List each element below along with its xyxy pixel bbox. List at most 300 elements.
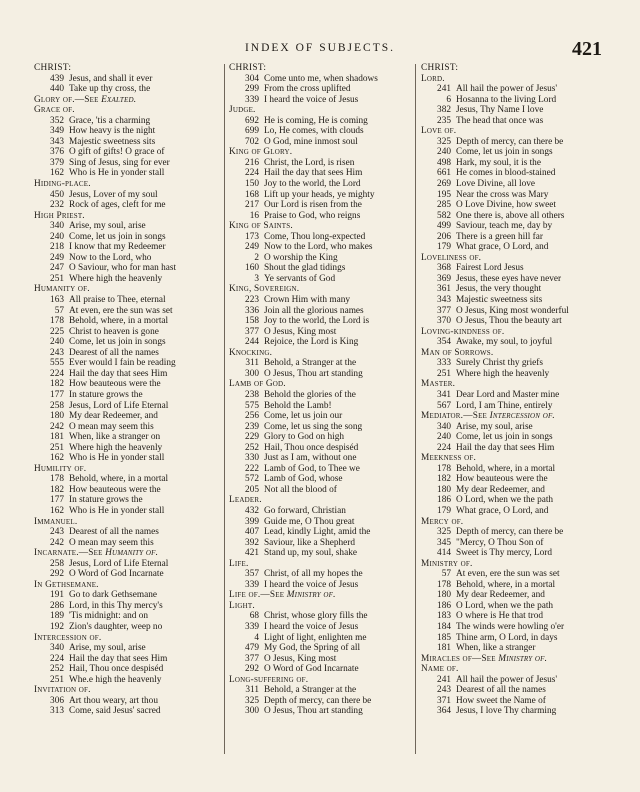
hymn-number: 178 bbox=[50, 316, 64, 327]
hymn-number: 224 bbox=[245, 168, 259, 179]
hymn-number: 181 bbox=[50, 432, 64, 443]
hymn-entry bbox=[34, 654, 226, 665]
hymn-number: 311 bbox=[245, 685, 259, 696]
hymn-number: 3 bbox=[254, 273, 259, 284]
hymn-number: 340 bbox=[437, 421, 451, 432]
hymn-first-line: Surely Christ thy griefs bbox=[456, 358, 544, 369]
hymn-number: 300 bbox=[245, 706, 259, 717]
hymn-number: 192 bbox=[50, 621, 64, 632]
hymn-number: 182 bbox=[50, 484, 64, 495]
hymn-first-line: Saviour, like a Shepherd bbox=[264, 537, 356, 548]
hymn-entry bbox=[421, 147, 613, 158]
hymn-first-line: Depth of mercy, can there be bbox=[264, 695, 372, 706]
hymn-entry bbox=[421, 358, 613, 369]
hymn-number: 306 bbox=[50, 695, 64, 706]
cross-reference-target: Exalted. bbox=[101, 94, 137, 105]
hymn-first-line: O Jesus, King most bbox=[264, 653, 337, 664]
hymn-entry bbox=[34, 411, 226, 422]
hymn-first-line: Behold, where, in a mortal bbox=[69, 316, 169, 327]
hymn-number: 180 bbox=[437, 590, 451, 601]
hymn-number: 162 bbox=[50, 168, 64, 179]
hymn-first-line: The winds were howling o'er bbox=[456, 621, 565, 632]
hymn-entry bbox=[421, 390, 613, 401]
hymn-number: 379 bbox=[50, 157, 64, 168]
hymn-first-line: Lord, in this Thy mercy's bbox=[69, 600, 163, 611]
hymn-entry bbox=[34, 696, 226, 707]
hymn-number: 186 bbox=[437, 495, 451, 506]
hymn-first-line: Rejoice, the Lord is King bbox=[264, 337, 359, 348]
hymn-number: 339 bbox=[245, 621, 259, 632]
subject-heading: King of Glory. bbox=[229, 147, 293, 158]
hymn-first-line: O Jesus, King most wonderful bbox=[456, 305, 569, 316]
subject-heading: Lord. bbox=[421, 73, 445, 84]
hymn-entry bbox=[421, 432, 613, 443]
hymn-entry bbox=[229, 168, 421, 179]
hymn-number: 206 bbox=[437, 231, 451, 242]
hymn-entry bbox=[421, 422, 613, 433]
hymn-entry bbox=[34, 358, 226, 369]
hymn-number: 252 bbox=[50, 664, 64, 675]
hymn-number: 251 bbox=[437, 368, 451, 379]
hymn-number: 181 bbox=[437, 643, 451, 654]
hymn-entry bbox=[34, 379, 226, 390]
hymn-entry bbox=[34, 495, 226, 506]
hymn-number: 57 bbox=[441, 569, 451, 580]
hymn-number: 340 bbox=[50, 643, 64, 654]
hymn-first-line: How beauteous were the bbox=[69, 379, 161, 390]
hymn-first-line: I heard the voice of Jesus bbox=[264, 579, 359, 590]
hymn-number: 300 bbox=[245, 368, 259, 379]
hymn-entry bbox=[421, 295, 613, 306]
hymn-first-line: Now to the Lord, who bbox=[69, 252, 152, 263]
hymn-first-line: Who is He in yonder stall bbox=[69, 168, 165, 179]
hymn-entry bbox=[229, 432, 421, 443]
cross-reference-target: Intercession of. bbox=[489, 411, 555, 422]
hymn-first-line: My God, the Spring of all bbox=[264, 643, 361, 654]
hymn-entry bbox=[34, 706, 226, 717]
hymn-entry bbox=[34, 675, 226, 686]
hymn-entry bbox=[229, 548, 421, 559]
hymn-first-line: Saviour, teach me, day by bbox=[456, 221, 553, 232]
page-number: 421 bbox=[572, 38, 602, 60]
hymn-number: 186 bbox=[437, 600, 451, 611]
hymn-first-line: O Jesus, Thou the beauty art bbox=[456, 316, 562, 327]
hymn-first-line: I heard the voice of Jesus bbox=[264, 94, 359, 105]
hymn-entry bbox=[421, 84, 613, 95]
hymn-entry bbox=[229, 422, 421, 433]
hymn-first-line: Joy to the world, the Lord bbox=[264, 179, 361, 190]
hymn-first-line: Hail, Thou once despiséd bbox=[69, 664, 164, 675]
hymn-entry bbox=[34, 506, 226, 517]
hymn-first-line: O Jesus, Thou art standing bbox=[264, 706, 363, 717]
hymn-entry bbox=[34, 274, 226, 285]
hymn-first-line: Shout the glad tidings bbox=[264, 263, 346, 274]
hymn-number: 325 bbox=[437, 527, 451, 538]
hymn-entry bbox=[34, 221, 226, 232]
hymn-number: 6 bbox=[446, 94, 451, 105]
hymn-number: 498 bbox=[437, 157, 451, 168]
hymn-first-line: Awake, my soul, to joyful bbox=[456, 337, 553, 348]
subject-heading: Man of Sorrows. bbox=[421, 347, 494, 358]
hymn-entry bbox=[34, 84, 226, 95]
hymn-entry bbox=[421, 316, 613, 327]
hymn-entry bbox=[229, 116, 421, 127]
hymn-entry bbox=[229, 643, 421, 654]
hymn-first-line: Behold the Lamb! bbox=[264, 400, 332, 411]
hymn-number: 158 bbox=[245, 316, 259, 327]
hymn-first-line: Lead, kindly Light, amid the bbox=[264, 527, 371, 538]
hymn-first-line: Grace, 'tis a charming bbox=[69, 115, 151, 126]
hymn-first-line: Our Lord is risen from the bbox=[264, 200, 362, 211]
hymn-first-line: Christ, whose glory fills the bbox=[264, 611, 368, 622]
hymn-entry bbox=[229, 580, 421, 591]
hymn-number: 162 bbox=[50, 453, 64, 464]
hymn-number: 311 bbox=[245, 358, 259, 369]
hymn-first-line: Rock of ages, cleft for me bbox=[69, 200, 166, 211]
hymn-number: 343 bbox=[50, 136, 64, 147]
hymn-entry bbox=[229, 654, 421, 665]
hymn-first-line: Praise to God, who reigns bbox=[264, 210, 361, 221]
hymn-number: 269 bbox=[437, 179, 451, 190]
hymn-first-line: Whe.e high the heavenly bbox=[69, 674, 162, 685]
hymn-entry bbox=[421, 495, 613, 506]
hymn-number: 180 bbox=[50, 411, 64, 422]
hymn-entry bbox=[34, 664, 226, 675]
hymn-entry bbox=[229, 337, 421, 348]
hymn-entry bbox=[34, 611, 226, 622]
hymn-first-line: Come, let us join in songs bbox=[69, 231, 166, 242]
hymn-number: 370 bbox=[437, 316, 451, 327]
hymn-first-line: Glory to God on high bbox=[264, 432, 345, 443]
hymn-first-line: Hail the day that sees Him bbox=[264, 168, 363, 179]
hymn-first-line: Majestic sweetness sits bbox=[456, 295, 543, 306]
hymn-entry bbox=[421, 337, 613, 348]
hymn-entry bbox=[34, 337, 226, 348]
hymn-entry bbox=[421, 464, 613, 475]
cross-reference-target: Humanity of. bbox=[105, 548, 159, 559]
hymn-first-line: From the cross uplifted bbox=[264, 84, 351, 95]
hymn-entry bbox=[421, 158, 613, 169]
hymn-number: 555 bbox=[50, 358, 64, 369]
hymn-number: 251 bbox=[50, 674, 64, 685]
hymn-entry bbox=[229, 274, 421, 285]
hymn-first-line: One there is, above all others bbox=[456, 210, 565, 221]
hymn-first-line: Stand up, my soul, shake bbox=[264, 548, 357, 559]
hymn-first-line: What grace, O Lord, and bbox=[456, 242, 549, 253]
hymn-number: 256 bbox=[245, 411, 259, 422]
hymn-number: 292 bbox=[50, 569, 64, 580]
hymn-first-line: Arise, my soul, arise bbox=[69, 643, 146, 654]
hymn-entry bbox=[421, 200, 613, 211]
hymn-number: 177 bbox=[50, 495, 64, 506]
hymn-number: 2 bbox=[254, 252, 259, 263]
hymn-entry bbox=[34, 538, 226, 549]
index-column-1 bbox=[34, 63, 226, 717]
hymn-first-line: I know that my Redeemer bbox=[69, 242, 166, 253]
hymn-first-line: My dear Redeemer, and bbox=[69, 411, 158, 422]
hymn-entry bbox=[34, 485, 226, 496]
hymn-entry bbox=[421, 168, 613, 179]
hymn-number: 354 bbox=[437, 337, 451, 348]
hymn-entry bbox=[229, 527, 421, 538]
hymn-number: 382 bbox=[437, 105, 451, 116]
hymn-first-line: Behold, where, in a mortal bbox=[69, 474, 169, 485]
hymn-number: 16 bbox=[249, 210, 259, 221]
hymn-first-line: Come, let us sing the song bbox=[264, 421, 363, 432]
hymn-entry bbox=[421, 211, 613, 222]
hymn-first-line: My dear Redeemer, and bbox=[456, 484, 545, 495]
hymn-first-line: Lamb of God, to Thee we bbox=[264, 463, 360, 474]
hymn-first-line: Jesus, Lord of Life Eternal bbox=[69, 558, 169, 569]
hymn-number: 240 bbox=[50, 231, 64, 242]
hymn-entry bbox=[229, 242, 421, 253]
hymn-number: 235 bbox=[437, 115, 451, 126]
hymn-number: 224 bbox=[50, 368, 64, 379]
hymn-first-line: Just as I am, without one bbox=[264, 453, 357, 464]
hymn-entry bbox=[229, 306, 421, 317]
hymn-first-line: How beauteous were the bbox=[456, 474, 548, 485]
hymn-first-line: Come, let us join in songs bbox=[69, 337, 166, 348]
hymn-number: 313 bbox=[50, 706, 64, 717]
hymn-first-line: Joy to the world, the Lord is bbox=[264, 316, 370, 327]
hymn-entry bbox=[34, 622, 226, 633]
hymn-number: 572 bbox=[245, 474, 259, 485]
section-heading: CHRIST: bbox=[34, 63, 72, 73]
hymn-entry bbox=[421, 232, 613, 243]
hymn-first-line: Arise, my soul, arise bbox=[69, 221, 146, 232]
hymn-number: 183 bbox=[437, 611, 451, 622]
hymn-number: 242 bbox=[50, 537, 64, 548]
hymn-first-line: O Saviour, who for man hast bbox=[69, 263, 177, 274]
hymn-entry bbox=[229, 685, 421, 696]
hymn-first-line: O Love Divine, how sweet bbox=[456, 200, 556, 211]
hymn-number: 182 bbox=[437, 474, 451, 485]
hymn-number: 251 bbox=[50, 273, 64, 284]
hymn-first-line: How sweet the Name of bbox=[456, 695, 546, 706]
hymn-entry bbox=[34, 316, 226, 327]
hymn-number: 179 bbox=[437, 505, 451, 516]
hymn-first-line: Jesus, and shall it ever bbox=[69, 73, 153, 84]
hymn-entry bbox=[34, 137, 226, 148]
hymn-first-line: I heard the voice of Jesus bbox=[264, 621, 359, 632]
hymn-entry bbox=[421, 401, 613, 412]
hymn-entry bbox=[421, 263, 613, 274]
hymn-number: 225 bbox=[50, 326, 64, 337]
hymn-number: 575 bbox=[245, 400, 259, 411]
subject-heading: Judge. bbox=[229, 105, 256, 116]
hymn-first-line: The head that once was bbox=[456, 115, 544, 126]
hymn-first-line: Hark, my soul, it is the bbox=[456, 157, 541, 168]
hymn-number: 180 bbox=[437, 484, 451, 495]
hymn-entry bbox=[229, 74, 421, 85]
hymn-number: 325 bbox=[245, 695, 259, 706]
hymn-entry bbox=[229, 358, 421, 369]
hymn-number: 343 bbox=[437, 295, 451, 306]
hymn-entry bbox=[229, 126, 421, 137]
hymn-number: 184 bbox=[437, 621, 451, 632]
hymn-entry bbox=[34, 200, 226, 211]
hymn-first-line: What grace, O Lord, and bbox=[456, 505, 549, 516]
hymn-first-line: Guide me, O Thou great bbox=[264, 516, 355, 527]
hymn-first-line: Where high the heavenly bbox=[456, 368, 550, 379]
subject-heading: Grace of. bbox=[34, 105, 75, 116]
hymn-number: 168 bbox=[245, 189, 259, 200]
cross-reference-label: Glory of.—See bbox=[34, 94, 102, 105]
hymn-entry bbox=[34, 369, 226, 380]
hymn-entry bbox=[34, 253, 226, 264]
hymn-number: 247 bbox=[50, 263, 64, 274]
hymn-entry bbox=[229, 369, 421, 380]
subject-heading: Long-suffering of. bbox=[229, 674, 309, 685]
hymn-number: 182 bbox=[50, 379, 64, 390]
hymn-entry bbox=[229, 622, 421, 633]
hymn-number: 364 bbox=[437, 706, 451, 717]
hymn-number: 57 bbox=[54, 305, 64, 316]
hymn-first-line: Hail the day that sees Him bbox=[69, 368, 168, 379]
hymn-number: 173 bbox=[245, 231, 259, 242]
hymn-first-line: O God, mine inmost soul bbox=[264, 136, 358, 147]
hymn-first-line: Behold, a Stranger at the bbox=[264, 685, 357, 696]
hymn-first-line: Jesus, I love Thy charming bbox=[456, 706, 557, 717]
hymn-number: 292 bbox=[245, 664, 259, 675]
hymn-first-line: How beauteous were the bbox=[69, 484, 161, 495]
subject-heading: Meekness of. bbox=[421, 453, 476, 464]
hymn-number: 439 bbox=[50, 73, 64, 84]
hymn-first-line: Sing of Jesus, sing for ever bbox=[69, 157, 170, 168]
hymn-number: 242 bbox=[50, 421, 64, 432]
hymn-number: 252 bbox=[245, 442, 259, 453]
hymn-entry bbox=[421, 580, 613, 591]
hymn-number: 499 bbox=[437, 221, 451, 232]
hymn-first-line: Come, Thou long-expected bbox=[264, 231, 366, 242]
hymn-entry bbox=[34, 116, 226, 127]
index-column-2 bbox=[229, 63, 421, 717]
hymn-first-line: Dearest of all the names bbox=[456, 685, 546, 696]
subject-heading: Light. bbox=[229, 600, 255, 611]
hymn-entry bbox=[229, 401, 421, 412]
hymn-number: 299 bbox=[245, 84, 259, 95]
hymn-number: 68 bbox=[249, 611, 259, 622]
hymn-entry bbox=[34, 453, 226, 464]
hymn-first-line: How heavy is the night bbox=[69, 126, 156, 137]
cross-reference bbox=[421, 411, 613, 422]
hymn-number: 178 bbox=[437, 579, 451, 590]
hymn-first-line: "Mercy, O Thou Son of bbox=[456, 537, 544, 548]
hymn-first-line: All praise to Thee, eternal bbox=[69, 295, 166, 306]
hymn-entry bbox=[421, 369, 613, 380]
hymn-number: 217 bbox=[245, 200, 259, 211]
hymn-entry bbox=[229, 253, 421, 264]
hymn-first-line: Hail, Thou once despiséd bbox=[264, 442, 359, 453]
hymn-entry bbox=[229, 137, 421, 148]
hymn-entry bbox=[34, 601, 226, 612]
hymn-number: 243 bbox=[50, 527, 64, 538]
hymn-number: 249 bbox=[50, 252, 64, 263]
section-heading: CHRIST: bbox=[421, 63, 459, 73]
hymn-number: 205 bbox=[245, 484, 259, 495]
hymn-entry bbox=[34, 232, 226, 243]
hymn-entry bbox=[229, 411, 421, 422]
hymn-entry bbox=[229, 485, 421, 496]
hymn-first-line: Behold the glories of the bbox=[264, 389, 356, 400]
hymn-number: 195 bbox=[437, 189, 451, 200]
hymn-number: 368 bbox=[437, 263, 451, 274]
subject-heading: Intercession of. bbox=[34, 632, 102, 643]
hymn-number: 421 bbox=[245, 548, 259, 559]
hymn-entry bbox=[421, 274, 613, 285]
hymn-first-line: Thine arm, O Lord, in days bbox=[456, 632, 558, 643]
hymn-first-line: Jesus, Thy Name I love bbox=[456, 105, 544, 116]
hymn-entry bbox=[421, 95, 613, 106]
hymn-number: 251 bbox=[50, 442, 64, 453]
hymn-number: 222 bbox=[245, 463, 259, 474]
subject-heading: Love of. bbox=[421, 126, 457, 137]
hymn-first-line: Come, let us join in songs bbox=[456, 147, 553, 158]
hymn-entry bbox=[421, 485, 613, 496]
hymn-entry bbox=[421, 590, 613, 601]
hymn-entry bbox=[229, 179, 421, 190]
hymn-first-line: All hail the power of Jesus' bbox=[456, 84, 558, 95]
hymn-first-line: Behold, where, in a mortal bbox=[456, 463, 556, 474]
hymn-entry bbox=[421, 506, 613, 517]
hymn-first-line: Fairest Lord Jesus bbox=[456, 263, 524, 274]
hymn-first-line: Art thou weary, art thou bbox=[69, 695, 158, 706]
hymn-number: 661 bbox=[437, 168, 451, 179]
hymn-first-line: At even, ere the sun was set bbox=[69, 305, 173, 316]
hymn-entry bbox=[229, 443, 421, 454]
hymn-first-line: Christ to heaven is gone bbox=[69, 326, 159, 337]
hymn-entry bbox=[421, 105, 613, 116]
hymn-number: 479 bbox=[245, 643, 259, 654]
hymn-first-line: There is a green hill far bbox=[456, 231, 543, 242]
hymn-number: 189 bbox=[50, 611, 64, 622]
hymn-entry bbox=[34, 527, 226, 538]
hymn-number: 239 bbox=[245, 421, 259, 432]
page-header bbox=[0, 40, 640, 60]
hymn-first-line: Hail the day that sees Him bbox=[456, 442, 555, 453]
hymn-entry bbox=[34, 158, 226, 169]
index-column-3 bbox=[421, 63, 613, 717]
hymn-first-line: Jesus, Lord of Life Eternal bbox=[69, 400, 169, 411]
hymn-number: 229 bbox=[245, 432, 259, 443]
hymn-first-line: O Jesus, King most bbox=[264, 326, 337, 337]
subject-heading: King, Sovereign. bbox=[229, 284, 300, 295]
hymn-entry bbox=[34, 559, 226, 570]
hymn-first-line: Lord, I am Thine, entirely bbox=[456, 400, 553, 411]
hymn-entry bbox=[421, 675, 613, 686]
hymn-first-line: Ye servants of God bbox=[264, 273, 336, 284]
subject-heading: Humanity of. bbox=[34, 284, 90, 295]
hymn-first-line: Sweet is Thy mercy, Lord bbox=[456, 548, 553, 559]
hymn-first-line: Who is He in yonder stall bbox=[69, 505, 165, 516]
hymn-first-line: O gift of gifts! O grace of bbox=[69, 147, 165, 158]
hymn-entry bbox=[229, 517, 421, 528]
hymn-entry bbox=[229, 158, 421, 169]
hymn-first-line: Who is He in yonder stall bbox=[69, 453, 165, 464]
hymn-number: 392 bbox=[245, 537, 259, 548]
hymn-number: 377 bbox=[437, 305, 451, 316]
subject-heading: Invitation of. bbox=[34, 685, 91, 696]
hymn-number: 4 bbox=[254, 632, 259, 643]
hymn-number: 185 bbox=[437, 632, 451, 643]
hymn-number: 241 bbox=[437, 84, 451, 95]
subject-heading: Master. bbox=[421, 379, 456, 390]
hymn-first-line: O worship the King bbox=[264, 252, 338, 263]
hymn-first-line: O where is He that trod bbox=[456, 611, 544, 622]
hymn-first-line: Crown Him with many bbox=[264, 295, 350, 306]
hymn-number: 238 bbox=[245, 389, 259, 400]
hymn-number: 241 bbox=[437, 674, 451, 685]
